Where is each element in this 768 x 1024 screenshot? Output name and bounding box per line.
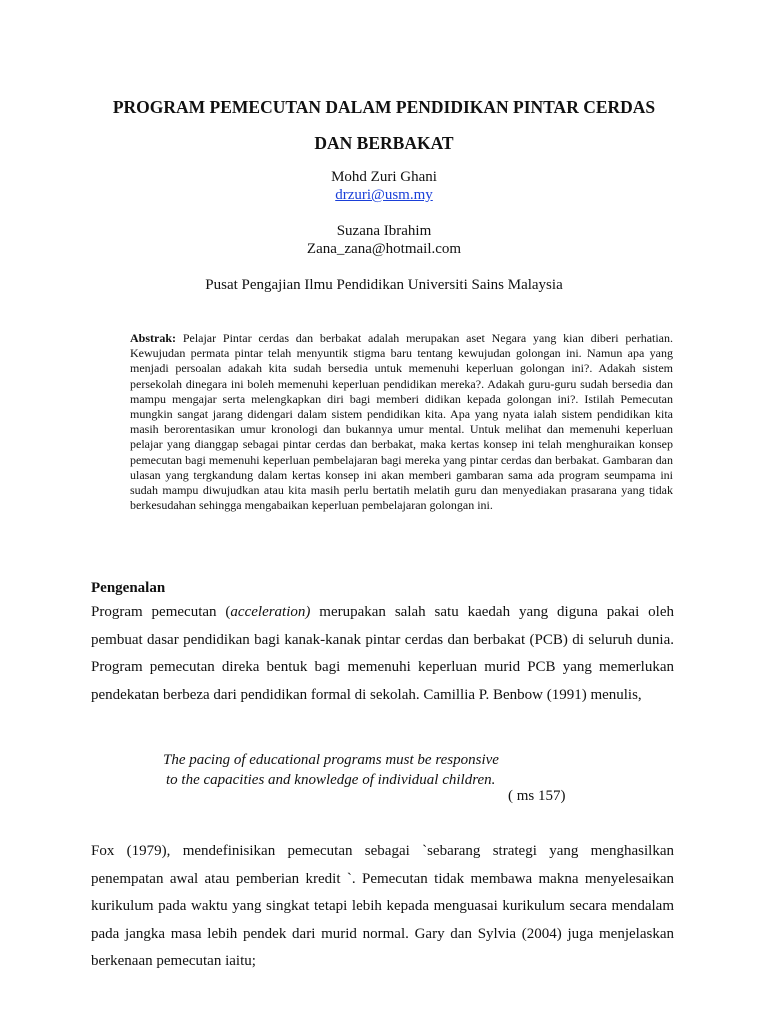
abstract xyxy=(130,331,673,513)
author-1-email-link[interactable]: drzuri@usm.my xyxy=(335,187,433,203)
section-heading-pengenalan: Pengenalan xyxy=(91,580,166,596)
para1-text-rest: merupakan salah satu kaedah yang diguna pakai oleh pembuat dasar pendidikan bagi kanak-kanak pintar cerdas dan berbakat (PCB) di seluruh dunia. Program pemecutan direka bentuk bagi memenuhi keperluan murid PCB yang memerlukan pendekatan berbeza dari pendidikan formal di sekolah. Camillia P. Benbow (1991) menulis, xyxy=(91,604,674,703)
author-2-email: Zana_zana@hotmail.com xyxy=(306,241,462,257)
quote-line-1: The pacing of educational programs must be responsive xyxy=(163,752,499,768)
block-quote xyxy=(163,750,499,790)
title-line-1: PROGRAM PEMECUTAN DALAM PENDIDIKAN PINTAR CERDAS xyxy=(112,97,656,117)
intro-paragraph-2: Fox (1979), mendefinisikan pemecutan sebagai `sebarang strategi yang menghasilkan penempatan awal atau pemberian kredit `. Pemecutan tidak membawa makna menyelesaikan kurikulum pada waktu yang singkat tetapi lebih kepada menguasai kurikulum secara mendalam pada jangka masa lebih pendek dari murid normal. Gary dan Sylvia (2004) juga menjelaskan berkenaan pemecutan iaitu; xyxy=(91,843,674,969)
quote-line-2: to the capacities and knowledge of individual children. xyxy=(166,772,496,788)
affiliation: Pusat Pengajian Ilmu Pendidikan Universiti Sains Malaysia xyxy=(205,277,563,293)
paper-title xyxy=(60,89,708,161)
quote-citation: ( ms 157) xyxy=(508,788,566,804)
title-line-2: DAN BERBAKAT xyxy=(314,133,454,153)
author-1-name: Mohd Zuri Ghani xyxy=(331,169,437,185)
para1-text-start: Program pemecutan ( xyxy=(91,604,231,620)
abstract-label: Abstrak: xyxy=(130,331,177,345)
intro-paragraph-1 xyxy=(91,599,674,709)
author-1-email-line xyxy=(60,186,708,205)
abstract-text: Pelajar Pintar cerdas dan berbakat adalah merupakan aset Negara yang kian diberi perhatian. Kewujudan permata pintar telah menyuntik stigma baru tentang kewujudan golongan ini. Namun apa yang menjadi persoalan adakah kita sudah bersedia untuk memenuhi keperluan golongan ini?. Adakah sistem persekolah dinegara ini boleh memenuhi keperluan pendidikan mereka?. Adakah guru-guru sudah bersedia dan mampu mengajar serta melengkapkan diri bagi memberi didikan kepada golongan ini?. Istilah Pemecutan mungkin sangat jarang didengari dalam sistem pendidikan kita. Apa yang nyata ialah sistem pendidikan kita masih berorentasikan umur kronologi dan bukannya umur mental. Untuk melihat dan memenuhi keperluan pelajar yang dianggap sebagai pintar cerdas dan berbakat, maka kertas konsep ini telah menghuraikan konsep pemecutan bagi memenuhi keperluan pembelajaran bagi mereka yang pintar cerdas dan berbakat. Gambaran dan ulasan yang tergkandung dalam kertas konsep ini akan memberi gambaran sama ada program seumpama ini sudah mampu diwujudkan atau kita masih perlu bertatih melatih guru dan menyediakan prasarana yang tidak berkesudahan sehingga mengabaikan keperluan pembelajaran golongan ini. xyxy=(130,331,674,513)
para1-term: acceleration) xyxy=(230,604,311,620)
author-2-name: Suzana Ibrahim xyxy=(336,223,432,239)
